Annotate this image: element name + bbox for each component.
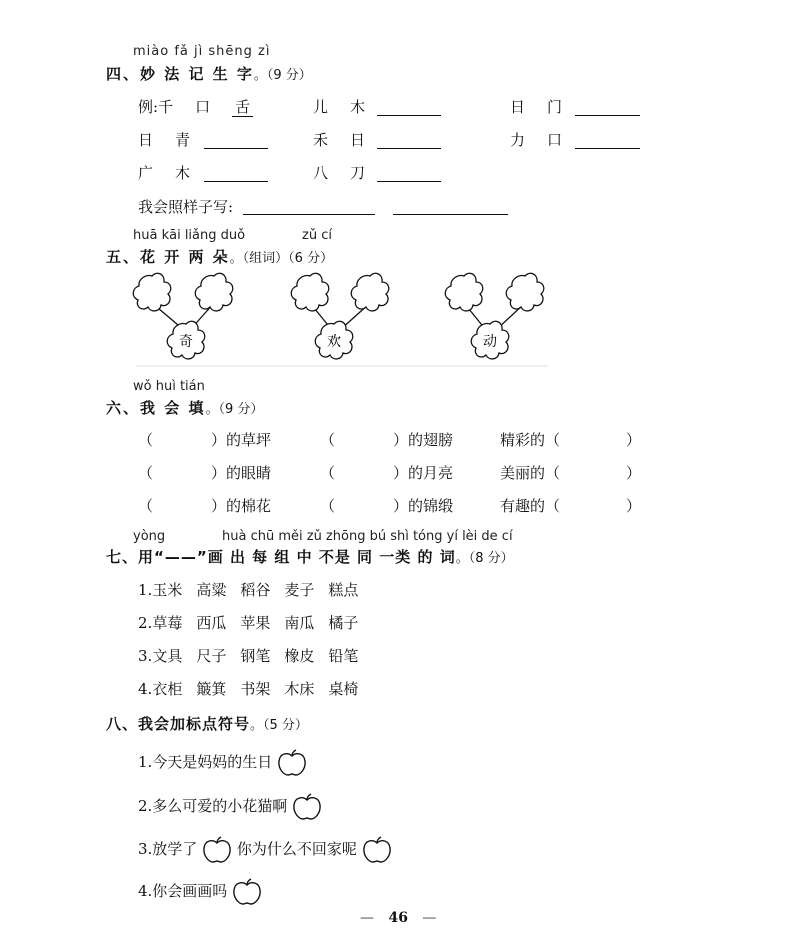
word[interactable]: 尺子 — [196, 647, 227, 665]
s4-r1-c2-a: 儿 — [313, 98, 329, 116]
s4-r2-c1 — [138, 129, 190, 150]
word[interactable]: 西瓜 — [196, 614, 227, 632]
word[interactable]: 苹果 — [240, 614, 271, 632]
petal-flower-icon — [445, 273, 483, 311]
s8-title: 八、我会加标点符号 — [106, 715, 251, 733]
apple-blank-icon[interactable] — [232, 878, 262, 906]
s6-pinyin: wǒ huì tián — [133, 379, 205, 394]
flower-group-3 — [445, 273, 544, 359]
s6-heading — [106, 397, 263, 418]
page-number: — 46 — — [360, 910, 437, 926]
flower-char-1: 奇 — [179, 334, 193, 350]
s6-r2-c1[interactable]: （ ）的眼睛 — [138, 464, 272, 482]
s7-points: 。（8 分） — [455, 551, 514, 566]
word[interactable]: 糕点 — [328, 581, 359, 599]
s5-pinyin-b: zǔ cí — [302, 228, 332, 243]
s6-r1-c2[interactable]: （ ）的翅膀 — [320, 431, 454, 449]
word[interactable]: 木床 — [284, 680, 315, 698]
s4-r3-c1-blank[interactable] — [204, 165, 268, 182]
s6-r1-c3[interactable]: 精彩的（ ） — [500, 431, 642, 449]
s6-r2-c3[interactable]: 美丽的（ ） — [500, 464, 642, 482]
s4-my-write-label: 我会照样子写: — [138, 198, 234, 216]
s8-item-3: 3.放学了 你为什么不回家呢 — [138, 836, 392, 864]
s4-r1-c1-a: 千 — [158, 98, 174, 116]
word[interactable]: 文具 — [152, 647, 183, 665]
word[interactable]: 衣柜 — [152, 680, 183, 698]
s4-r2-c2 — [313, 129, 365, 150]
s8-item-1: 1.今天是妈妈的生日 — [138, 749, 307, 777]
petal-flower-icon — [351, 273, 389, 311]
s7-group-3: 3.文具 尺子 钢笔 橡皮 铅笔 — [138, 647, 359, 665]
s6-r3-c2[interactable]: （ ）的锦缎 — [320, 497, 454, 515]
s5-pinyin-a: huā kāi liǎng duǒ — [133, 228, 246, 243]
s4-r3-c1-a: 广 — [138, 164, 154, 182]
flower-char-2: 欢 — [327, 334, 341, 350]
s4-r2-c2-b: 日 — [350, 131, 366, 149]
apple-blank-icon[interactable] — [292, 793, 322, 821]
s8-heading — [106, 713, 308, 734]
s8-item-4: 4.你会画画吗 — [138, 878, 262, 906]
s4-example-label: 例: — [138, 98, 159, 116]
s4-r2-c3 — [510, 129, 562, 150]
word[interactable]: 簸箕 — [196, 680, 227, 698]
s4-example-answer: 舌 — [232, 98, 253, 117]
apple-blank-icon[interactable] — [277, 749, 307, 777]
s6-title: 六、我 会 填 — [106, 399, 206, 417]
s6-points: 。（9 分） — [205, 402, 264, 417]
word[interactable]: 铅笔 — [328, 647, 359, 665]
s4-r2-c1-a: 日 — [138, 131, 154, 149]
s4-r1-c2-b: 木 — [350, 98, 366, 116]
s4-r1-c2-blank[interactable] — [377, 99, 441, 116]
s4-r3-c2-a: 八 — [313, 164, 329, 182]
s4-r1-c3 — [510, 96, 562, 117]
s7-pinyin-b: huà chū měi zǔ zhōng bú shì tóng yí lèi de cí — [222, 529, 513, 544]
s4-r1-c3-a: 日 — [510, 98, 526, 116]
word[interactable]: 稻谷 — [240, 581, 271, 599]
s4-r2-c1-b: 青 — [175, 131, 191, 149]
s4-example — [138, 96, 253, 117]
petal-flower-icon — [506, 273, 544, 311]
s4-my-write-blank-2[interactable] — [393, 198, 508, 215]
s7-title: 七、用“——”画 出 每 组 中 不是 同 一类 的 词 — [106, 548, 456, 566]
apple-blank-icon[interactable] — [202, 836, 232, 864]
s6-r3-c1[interactable]: （ ）的棉花 — [138, 497, 272, 515]
s4-r3-c2 — [313, 162, 365, 183]
word[interactable]: 橡皮 — [284, 647, 315, 665]
flower-group-2 — [291, 273, 389, 359]
word[interactable]: 橘子 — [328, 614, 359, 632]
flower-diagram — [120, 268, 560, 372]
s4-r1-c1-b: 口 — [195, 98, 211, 116]
word[interactable]: 桌椅 — [328, 680, 359, 698]
s4-r1-c3-b: 门 — [547, 98, 563, 116]
word[interactable]: 麦子 — [284, 581, 315, 599]
s4-heading — [106, 63, 312, 84]
s8-item-2: 2.多么可爱的小花猫啊 — [138, 793, 322, 821]
s4-points: 。（9 分） — [253, 68, 312, 83]
flower-group-1 — [133, 273, 233, 359]
s5-heading — [106, 246, 333, 267]
s4-pinyin: miào fǎ jì shēng zì — [133, 44, 271, 59]
s7-group-2: 2.草莓 西瓜 苹果 南瓜 橘子 — [138, 614, 359, 632]
flower-char-3: 动 — [483, 334, 497, 350]
s4-r2-c1-blank[interactable] — [204, 132, 268, 149]
s6-r1-c1[interactable]: （ ）的草坪 — [138, 431, 272, 449]
s4-r1-c2 — [313, 96, 365, 117]
word[interactable]: 南瓜 — [284, 614, 315, 632]
s4-r3-c1-b: 木 — [175, 164, 191, 182]
petal-flower-icon — [291, 273, 329, 311]
petal-flower-icon — [195, 273, 233, 311]
s4-title: 四、妙 法 记 生 字 — [106, 65, 254, 83]
s7-group-1: 1.玉米 高粱 稻谷 麦子 糕点 — [138, 581, 359, 599]
s4-r3-c2-blank[interactable] — [377, 165, 441, 182]
s4-my-write-blank-1[interactable] — [243, 198, 375, 215]
word[interactable]: 书架 — [240, 680, 271, 698]
s4-r2-c3-b: 口 — [547, 131, 563, 149]
word[interactable]: 高粱 — [196, 581, 227, 599]
s4-r2-c2-blank[interactable] — [377, 132, 441, 149]
s6-r3-c3[interactable]: 有趣的（ ） — [500, 497, 642, 515]
s7-heading — [106, 546, 514, 567]
word[interactable]: 玉米 — [152, 581, 183, 599]
s7-group-4: 4.衣柜 簸箕 书架 木床 桌椅 — [138, 680, 359, 698]
s7-pinyin-a: yòng — [133, 529, 166, 544]
s8-points: 。（5 分） — [250, 718, 308, 733]
s4-r3-c1 — [138, 162, 190, 183]
s4-r1-c3-blank[interactable] — [575, 99, 640, 116]
word[interactable]: 草莓 — [152, 614, 183, 632]
s6-r2-c2[interactable]: （ ）的月亮 — [320, 464, 454, 482]
petal-flower-icon — [133, 273, 171, 311]
word[interactable]: 钢笔 — [240, 647, 271, 665]
s4-r2-c3-blank[interactable] — [575, 132, 640, 149]
s4-r2-c2-a: 禾 — [313, 131, 329, 149]
apple-blank-icon[interactable] — [362, 836, 392, 864]
s4-r3-c2-b: 刀 — [350, 164, 366, 182]
s4-r2-c3-a: 力 — [510, 131, 526, 149]
s5-points: 。（组词）（6 分） — [229, 251, 334, 266]
s5-title: 五、花 开 两 朵 — [106, 248, 230, 266]
